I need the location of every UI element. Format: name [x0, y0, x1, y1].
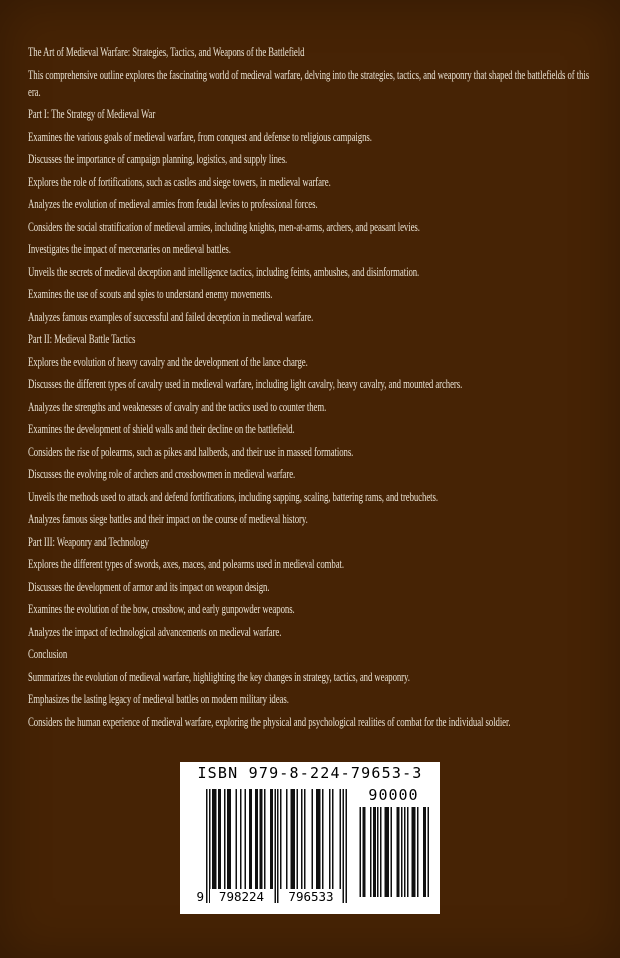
- outline-item: Examines the development of shield walls and their decline on the battlefield.: [28, 422, 295, 436]
- outline-item: Explores the different types of swords, axes, maces, and polearms used in medieval combat.: [28, 557, 344, 571]
- outline-item: Analyzes famous siege battles and their impact on the course of medieval history.: [28, 512, 308, 526]
- ean13-barcode: [196, 789, 347, 911]
- outline-item: Summarizes the evolution of medieval warfare, highlighting the key changes in strategy, tactics, and weaponry.: [28, 669, 410, 684]
- outline-item: Analyzes the strengths and weaknesses of cavalry and the tactics used to counter them.: [28, 399, 327, 414]
- price-code: 90000: [368, 786, 419, 804]
- outline-item: Explores the role of fortifications, such as castles and siege towers, in medieval warfare.: [28, 174, 331, 189]
- outline-item: Analyzes the impact of technological advancements on medieval warfare.: [28, 624, 282, 639]
- outline-item: Examines the evolution of the bow, crossbow, and early gunpowder weapons.: [28, 602, 295, 616]
- outline-item: Unveils the methods used to attack and defend fortifications, including sapping, scaling, battering rams, and trebuchets.: [28, 489, 438, 504]
- outline-item: Examines the various goals of medieval warfare, from conquest and defense to religious campaigns.: [28, 129, 372, 144]
- outline-item: Discusses the development of armor and its impact on weapon design.: [28, 579, 270, 594]
- ean13-left-digits: 798224: [210, 889, 273, 905]
- outline-item: Discusses the importance of campaign planning, logistics, and supply lines.: [28, 152, 288, 166]
- isbn-barcode-box: [180, 762, 440, 914]
- outline-item: Analyzes the evolution of medieval armies from feudal levies to professional forces.: [28, 197, 318, 211]
- intro-paragraph: This comprehensive outline explores the fascinating world of medieval warfare, delving into the strategies, tactics, and weaponry that shaped the battlefields of this era.: [28, 67, 590, 99]
- ean13-lead-digit: 9: [196, 889, 204, 904]
- cover-title: The Art of Medieval Warfare: Strategies, Tactics, and Weapons of the Battlefield: [28, 45, 305, 59]
- outline-item: Analyzes famous examples of successful and failed deception in medieval warfare.: [28, 309, 314, 324]
- ean13-bars-icon: [206, 789, 347, 903]
- section-heading: Part II: Medieval Battle Tactics: [28, 332, 136, 346]
- section-heading: Conclusion: [28, 647, 68, 661]
- outline-item: Considers the social stratification of medieval armies, including knights, men-at-arms, archers, and peasant levies.: [28, 219, 420, 234]
- cover-text: [28, 44, 594, 736]
- outline-item: Explores the evolution of heavy cavalry and the development of the lance charge.: [28, 354, 308, 369]
- ean5-barcode: [358, 786, 429, 904]
- section-heading: Part I: The Strategy of Medieval War: [28, 107, 156, 121]
- ean5-bars-icon: [358, 807, 429, 897]
- outline-item: Unveils the secrets of medieval deception and intelligence tactics, including feints, ambushes, and disinformation.: [28, 264, 420, 279]
- outline-item: Considers the rise of polearms, such as pikes and halberds, and their use in massed formations.: [28, 444, 354, 459]
- outline-item: Emphasizes the lasting legacy of medieval battles on modern military ideas.: [28, 692, 289, 706]
- outline-item: Investigates the impact of mercenaries on medieval battles.: [28, 242, 231, 256]
- outline-item: Discusses the evolving role of archers and crossbowmen in medieval warfare.: [28, 467, 296, 481]
- isbn-label: ISBN 979-8-224-79653-3: [197, 764, 423, 782]
- outline-item: Examines the use of scouts and spies to understand enemy movements.: [28, 287, 273, 301]
- outline-item: Discusses the different types of cavalry used in medieval warfare, including light cavalry, heavy cavalry, and mounted archers.: [28, 377, 463, 391]
- ean13-digits: [196, 889, 347, 905]
- section-heading: Part III: Weaponry and Technology: [28, 534, 149, 549]
- outline-item: Considers the human experience of medieval warfare, exploring the physical and psychological realities of combat for the individual soldier.: [28, 714, 511, 729]
- ean13-right-digits: 796533: [280, 889, 342, 905]
